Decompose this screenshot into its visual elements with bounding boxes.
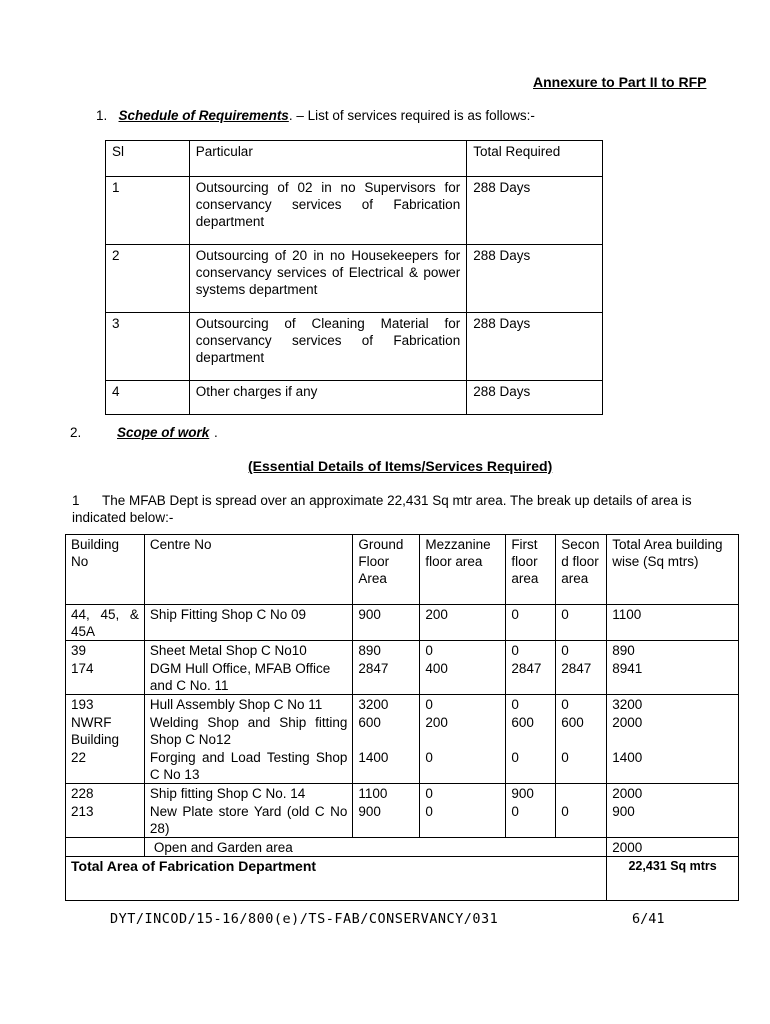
schedule-heading-line [96,108,535,123]
mfab-paragraph [72,492,732,526]
requirements-row [106,245,603,313]
open-area-row [66,838,739,857]
row-particular: Outsourcing of 02 in no Supervisors for conservancy services of Fabrication department [189,177,466,245]
cell-second: 0 [556,802,607,838]
cell-mezzanine: 0 [420,784,506,803]
open-area-label: Open and Garden area [144,838,606,857]
cell-mezzanine: 400 [420,659,506,695]
cell-first: 0 [506,695,556,714]
area-row [66,641,739,660]
header-centre-no: Centre No [144,535,352,605]
row-sl: 1 [106,177,190,245]
cell-centre: Sheet Metal Shop C No10 [144,641,352,660]
cell-centre: Hull Assembly Shop C No 11 [144,695,352,714]
cell-mezzanine: 0 [420,695,506,714]
cell-first: 0 [506,802,556,838]
header-second-floor-area: Second floor area [556,535,607,605]
cell-first: 0 [506,605,556,641]
essential-details-heading: (Essential Details of Items/Services Required) [248,458,553,474]
requirements-header-row [106,141,603,177]
row-total: 288 Days [467,245,603,313]
open-area-blank [66,838,145,857]
cell-second: 2847 [556,659,607,695]
cell-centre: Ship fitting Shop C No. 14 [144,784,352,803]
cell-building: 44, 45, & 45A [66,605,145,641]
scope-number: 2. [70,425,82,440]
row-sl: 3 [106,313,190,381]
cell-total: 3200 [607,695,739,714]
cell-ground: 900 [353,802,420,838]
area-row [66,713,739,748]
cell-centre: Forging and Load Testing Shop C No 13 [144,748,352,784]
cell-building: 228 [66,784,145,803]
header-building-no: Building No [66,535,145,605]
cell-total: 1400 [607,748,739,784]
area-row [66,695,739,714]
header-particular: Particular [189,141,466,177]
cell-second: 0 [556,605,607,641]
cell-building: 193 [66,695,145,714]
cell-total: 890 [607,641,739,660]
row-sl: 2 [106,245,190,313]
row-sl: 4 [106,381,190,415]
header-total-area: Total Area building wise (Sq mtrs) [607,535,739,605]
cell-second [556,784,607,803]
cell-total: 8941 [607,659,739,695]
cell-mezzanine: 200 [420,605,506,641]
mfab-number: 1 [72,493,80,508]
row-particular: Outsourcing of 20 in no Housekeepers for conservancy services of Electrical & power systems department [189,245,466,313]
area-row [66,802,739,838]
cell-mezzanine: 200 [420,713,506,748]
cell-first: 0 [506,748,556,784]
page-number: 6/41 [632,911,665,927]
schedule-number: 1. [96,108,108,123]
area-row [66,784,739,803]
header-first-floor-area: First floor area [506,535,556,605]
mfab-text: The MFAB Dept is spread over an approximate 22,431 Sq mtr area. The break up details of area is indicated below:- [72,493,692,525]
row-total: 288 Days [467,313,603,381]
cell-total: 2000 [607,784,739,803]
cell-ground: 890 [353,641,420,660]
cell-building: 22 [66,748,145,784]
cell-first: 900 [506,784,556,803]
cell-building: 213 [66,802,145,838]
scope-heading-line [117,425,209,440]
cell-ground: 1100 [353,784,420,803]
row-particular: Other charges if any [189,381,466,415]
cell-building: 39 [66,641,145,660]
area-breakup-table [65,534,739,901]
cell-first: 2847 [506,659,556,695]
requirements-row [106,381,603,415]
cell-building: 174 [66,659,145,695]
requirements-row [106,177,603,245]
grand-total-label: Total Area of Fabrication Department [66,857,607,901]
header-ground-floor-area: Ground Floor Area [353,535,420,605]
cell-second: 0 [556,641,607,660]
row-particular: Outsourcing of Cleaning Material for conservancy services of Fabrication department [189,313,466,381]
scope-suffix: . [214,425,218,440]
cell-ground: 3200 [353,695,420,714]
cell-total: 900 [607,802,739,838]
requirements-row [106,313,603,381]
cell-ground: 1400 [353,748,420,784]
cell-total: 1100 [607,605,739,641]
cell-mezzanine: 0 [420,641,506,660]
cell-second: 600 [556,713,607,748]
cell-total: 2000 [607,713,739,748]
cell-mezzanine: 0 [420,748,506,784]
area-header-row [66,535,739,605]
cell-centre: Welding Shop and Ship fitting Shop C No12 [144,713,352,748]
area-row [66,748,739,784]
cell-second: 0 [556,695,607,714]
open-area-total: 2000 [607,838,739,857]
cell-building: NWRF Building [66,713,145,748]
cell-first: 600 [506,713,556,748]
cell-centre: DGM Hull Office, MFAB Office and C No. 11 [144,659,352,695]
header-total-required: Total Required [467,141,603,177]
cell-centre: New Plate store Yard (old C No 28) [144,802,352,838]
schedule-intro: . – List of services required is as follows:- [288,108,535,123]
cell-ground: 2847 [353,659,420,695]
requirements-table [105,140,603,415]
grand-total-row [66,857,739,901]
cell-second: 0 [556,748,607,784]
scope-heading: Scope of work [117,425,210,440]
footer-reference: DYT/INCOD/15-16/800(e)/TS-FAB/CONSERVANCY/031 [110,911,499,927]
grand-total-value: 22,431 Sq mtrs [607,857,739,901]
header-sl: Sl [106,141,190,177]
annexure-title: Annexure to Part II to RFP [533,74,707,90]
cell-centre: Ship Fitting Shop C No 09 [144,605,352,641]
cell-mezzanine: 0 [420,802,506,838]
cell-ground: 600 [353,713,420,748]
cell-first: 0 [506,641,556,660]
area-row [66,605,739,641]
area-row [66,659,739,695]
row-total: 288 Days [467,381,603,415]
header-mezzanine-floor-area: Mezzanine floor area [420,535,506,605]
cell-ground: 900 [353,605,420,641]
schedule-heading: Schedule of Requirements [118,108,289,123]
row-total: 288 Days [467,177,603,245]
